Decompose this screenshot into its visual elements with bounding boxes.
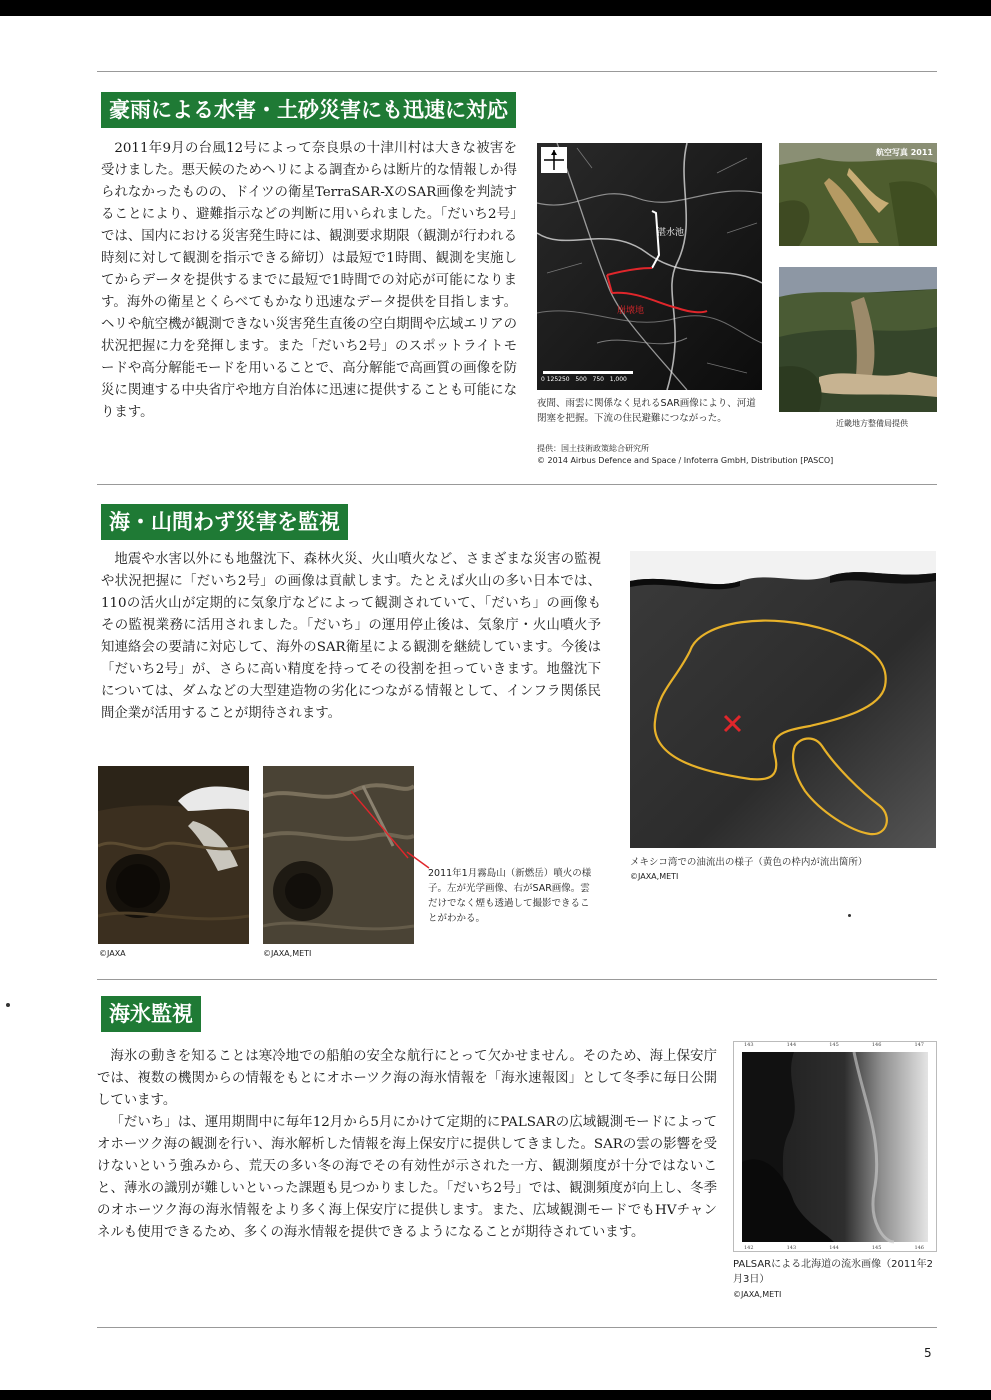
sar-caption: 夜間、雨雲に関係なく見れるSAR画像により、河道閉塞を把握。下流の住民避難につながった。 <box>537 398 756 424</box>
tick-label: 145 <box>829 1042 839 1048</box>
page-number: 5 <box>924 1346 932 1360</box>
tick-label: 146 <box>914 1245 924 1251</box>
sar-scale-bar: 0 125250 500 750 1,000 <box>541 376 627 383</box>
footer-divider <box>97 1327 937 1328</box>
oil-spill-credit: ©JAXA,METI <box>630 872 679 881</box>
section-heading-flood: 豪雨による水害・土砂災害にも迅速に対応 <box>101 92 516 128</box>
section-divider <box>97 484 937 485</box>
volcano-sar-graphic <box>263 766 414 944</box>
sar-label-collapse: 崩壊地 <box>617 306 645 316</box>
aerial-photo-top-graphic <box>779 143 937 246</box>
sar-credit-copyright: © 2014 Airbus Defence and Space / Infoterra GmbH, Distribution [PASCO] <box>537 456 834 465</box>
tick-label: 143 <box>744 1042 754 1048</box>
sea-ice-caption: PALSARによる北海道の流氷画像（2011年2月3日） <box>733 1259 933 1285</box>
margin-mark <box>6 1003 10 1007</box>
sar-image-totsukawa <box>537 143 762 390</box>
aerial-photo-label: 航空写真 2011 <box>875 148 933 157</box>
tick-label: 144 <box>786 1042 797 1048</box>
section-body-flood: 2011年9月の台風12号によって奈良県の十津川村は大きな被害を受けました。悪天候のためヘリによる調査からは断片的な情報しか得られなかったものの、ドイツの衛星TerraSAR-XのSAR画像を判読することにより、避難指示などの判断に用いられました。「だいち2号」では、国内における災害発生時には、観測要求期限（観測が行われる時刻に対して観測を指示できる締切）は最短で1時間、観測を実施してからデータを提供するまでに最短で1時間での対応が可能になります。海外の衛星とくらべてもかなり迅速なデータ提供を目指します。ヘリや航空機が観測できない災害発生直後の空白期間や広域エリアの状況把握に力を発揮します。また「だいち2号」のスポットライトモードや高分解能モードを用いることで、高分解能で高画質の画像を防災に関連する中央省庁や地方自治体に迅速に提供することも可能になります。 <box>101 141 517 420</box>
margin-mark <box>848 914 851 917</box>
sea-ice-image-frame <box>733 1041 937 1252</box>
tick-label: 144 <box>829 1245 839 1251</box>
volcano-caption: 2011年1月霧島山（新燃岳）噴火の様子。左が光学画像、右がSAR画像。雲だけでなく煙も透過して撮影できることがわかる。 <box>428 868 592 924</box>
tick-label: 145 <box>871 1245 882 1251</box>
section-heading-sea-ice: 海氷監視 <box>101 996 201 1032</box>
sea-ice-ticks-bottom <box>744 1245 924 1251</box>
oil-spill-caption: メキシコ湾での油流出の様子（黄色の枠内が流出箇所） <box>630 857 868 868</box>
tick-label: 146 <box>871 1042 882 1048</box>
aerial-photo-bottom-graphic <box>779 267 937 412</box>
sea-ice-paragraph-2: 「だいち」は、運用期間中に毎年12月から5月にかけて定期的にPALSARの広域観測モードによってオホーツク海の観測を行い、海氷解析した情報を海上保安庁に提供してきました。SARの雲の影響を受けないという強みから、荒天の多い冬の海でその有効性が示された一方、観測頻度が十分ではないこと、薄氷の識別が難しいといった課題も見つかりました。「だいち2号」では、観測頻度が向上し、冬季のオホーツク海の海氷情報をより多く海上保安庁に提供します。また、広域観測モードでもHVチャンネルも使用できるため、多くの海氷情報を提供できるようになることが期待されています。 <box>97 1115 717 1240</box>
sar-credit-provider: 提供：国土技術政策総合研究所 <box>537 444 649 453</box>
aerial-credit: 近畿地方整備局提供 <box>836 419 908 428</box>
section-body-monitoring: 地震や水害以外にも地盤沈下、森林火災、火山噴火など、さまざまな災害の監視や状況把握に「だいち2号」の画像は貢献します。たとえば火山の多い日本では、110の活火山が定期的に気象庁などによって観測されていて、「だいち」の画像もその監視業務に活用されました。「だいち」の運用停止後は、気象庁・火山噴火予知連絡会の要請に対応して、海外のSAR衛星による観測を継続しています。今後は「だいち2号」が、さらに高い精度を持ってその役割を担っていきます。地盤沈下については、ダムなどの大型建造物の劣化につながる情報として、インフラ関係民間企業が活用することが期待されます。 <box>101 552 601 721</box>
section-heading-monitoring: 海・山問わず災害を監視 <box>101 504 348 540</box>
volcano-credit-sar: ©JAXA,METI <box>263 949 312 958</box>
volcano-sar-image <box>263 766 414 944</box>
aerial-photo-top <box>779 143 937 246</box>
oil-spill-graphic <box>630 551 936 848</box>
oil-spill-sar-image <box>630 551 936 848</box>
section-divider <box>97 979 937 980</box>
volcano-optical-graphic <box>98 766 249 944</box>
sea-ice-ticks-top <box>744 1042 924 1048</box>
sea-ice-paragraph-1: 海氷の動きを知ることは寒冷地での船舶の安全な航行にとって欠かせません。そのため、海上保安庁では、複数の機関からの情報をもとにオホーツク海の海氷情報を「海氷速報図」として冬季に毎日公開しています。 <box>97 1049 717 1108</box>
sar-label-lake: 湛水池 <box>657 228 685 238</box>
bottom-edge-bar <box>0 1390 991 1400</box>
sar-image-graphic <box>537 143 762 390</box>
top-edge-bar <box>0 0 991 16</box>
aerial-photo-bottom <box>779 267 937 412</box>
tick-label: 142 <box>744 1245 754 1251</box>
tick-label: 143 <box>786 1245 797 1251</box>
volcano-optical-image <box>98 766 249 944</box>
volcano-credit-optical: ©JAXA <box>99 949 126 958</box>
sea-ice-graphic <box>734 1042 936 1251</box>
sea-ice-credit: ©JAXA,METI <box>733 1290 782 1299</box>
tick-label: 147 <box>914 1042 924 1048</box>
section-body-sea-ice <box>97 1046 717 1244</box>
section-divider <box>97 71 937 72</box>
